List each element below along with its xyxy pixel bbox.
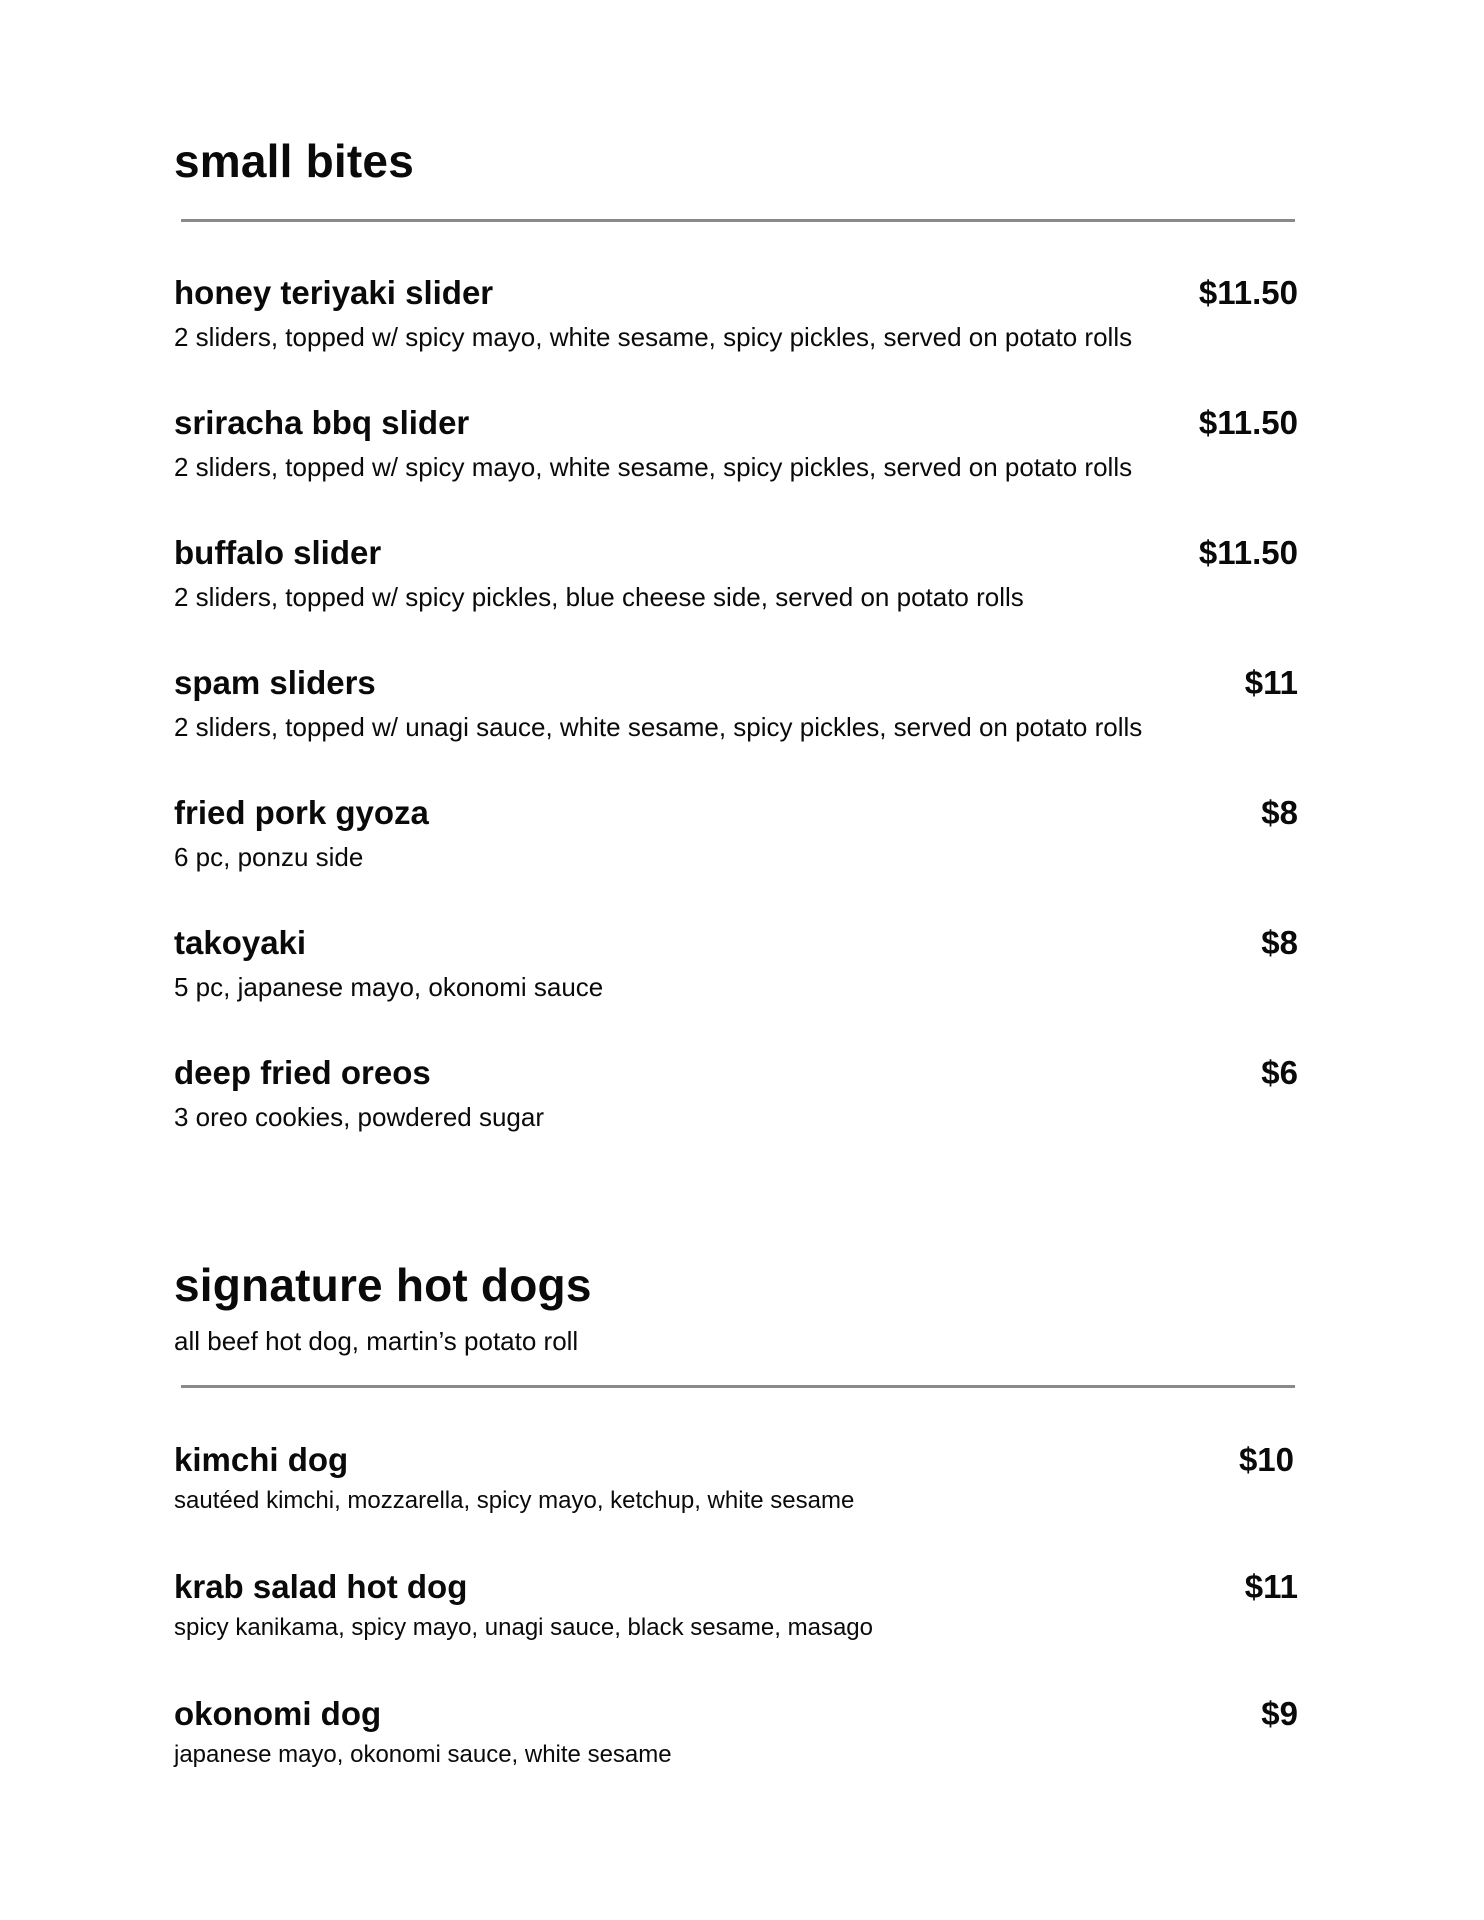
item-name: okonomi dog	[174, 1695, 382, 1732]
menu-item	[174, 1443, 1298, 1553]
item-price: $11.50	[1198, 534, 1298, 571]
item-description: sautéed kimchi, mozzarella, spicy mayo, ketchup, white sesame	[174, 1487, 855, 1514]
section-divider	[181, 219, 1295, 222]
menu-item	[174, 536, 1298, 646]
item-price: $11	[1244, 664, 1298, 701]
item-description: 3 oreo cookies, powdered sugar	[174, 1102, 545, 1132]
item-price: $11.50	[1198, 274, 1298, 311]
item-name: spam sliders	[174, 664, 376, 701]
item-description: 5 pc, japanese mayo, okonomi sauce	[174, 972, 604, 1002]
item-name: krab salad hot dog	[174, 1568, 468, 1605]
section-title-signature-hot-dogs: signature hot dogs	[174, 1259, 592, 1311]
menu-item	[174, 276, 1298, 386]
item-name: takoyaki	[174, 924, 307, 961]
section-title-small-bites: small bites	[174, 135, 414, 187]
item-name: fried pork gyoza	[174, 794, 429, 831]
menu-item	[174, 926, 1298, 1036]
item-price: $10	[1238, 1441, 1294, 1478]
item-price: $8	[1261, 794, 1298, 831]
menu-item	[174, 666, 1298, 776]
item-description: japanese mayo, okonomi sauce, white sesame	[174, 1741, 672, 1768]
item-name: sriracha bbq slider	[174, 404, 470, 441]
menu-item	[174, 1697, 1298, 1807]
item-description: 2 sliders, topped w/ spicy pickles, blue cheese side, served on potato rolls	[174, 582, 1024, 612]
item-name: deep fried oreos	[174, 1054, 431, 1091]
item-price: $11	[1244, 1568, 1298, 1605]
item-description: 2 sliders, topped w/ unagi sauce, white sesame, spicy pickles, served on potato rolls	[174, 712, 1143, 742]
item-description: 2 sliders, topped w/ spicy mayo, white sesame, spicy pickles, served on potato rolls	[174, 322, 1133, 352]
item-name: kimchi dog	[174, 1441, 349, 1478]
menu-item	[174, 1570, 1298, 1680]
item-price: $11.50	[1198, 404, 1298, 441]
menu-item	[174, 1056, 1298, 1166]
menu-item	[174, 796, 1298, 906]
section-subtitle: all beef hot dog, martin’s potato roll	[174, 1326, 579, 1356]
item-description: spicy kanikama, spicy mayo, unagi sauce, black sesame, masago	[174, 1614, 873, 1641]
item-name: buffalo slider	[174, 534, 382, 571]
item-name: honey teriyaki slider	[174, 274, 494, 311]
item-price: $8	[1261, 924, 1298, 961]
menu-item	[174, 406, 1298, 516]
item-price: $9	[1261, 1695, 1298, 1732]
item-description: 2 sliders, topped w/ spicy mayo, white sesame, spicy pickles, served on potato rolls	[174, 452, 1133, 482]
section-divider	[181, 1385, 1295, 1388]
item-price: $6	[1261, 1054, 1298, 1091]
item-description: 6 pc, ponzu side	[174, 842, 364, 872]
